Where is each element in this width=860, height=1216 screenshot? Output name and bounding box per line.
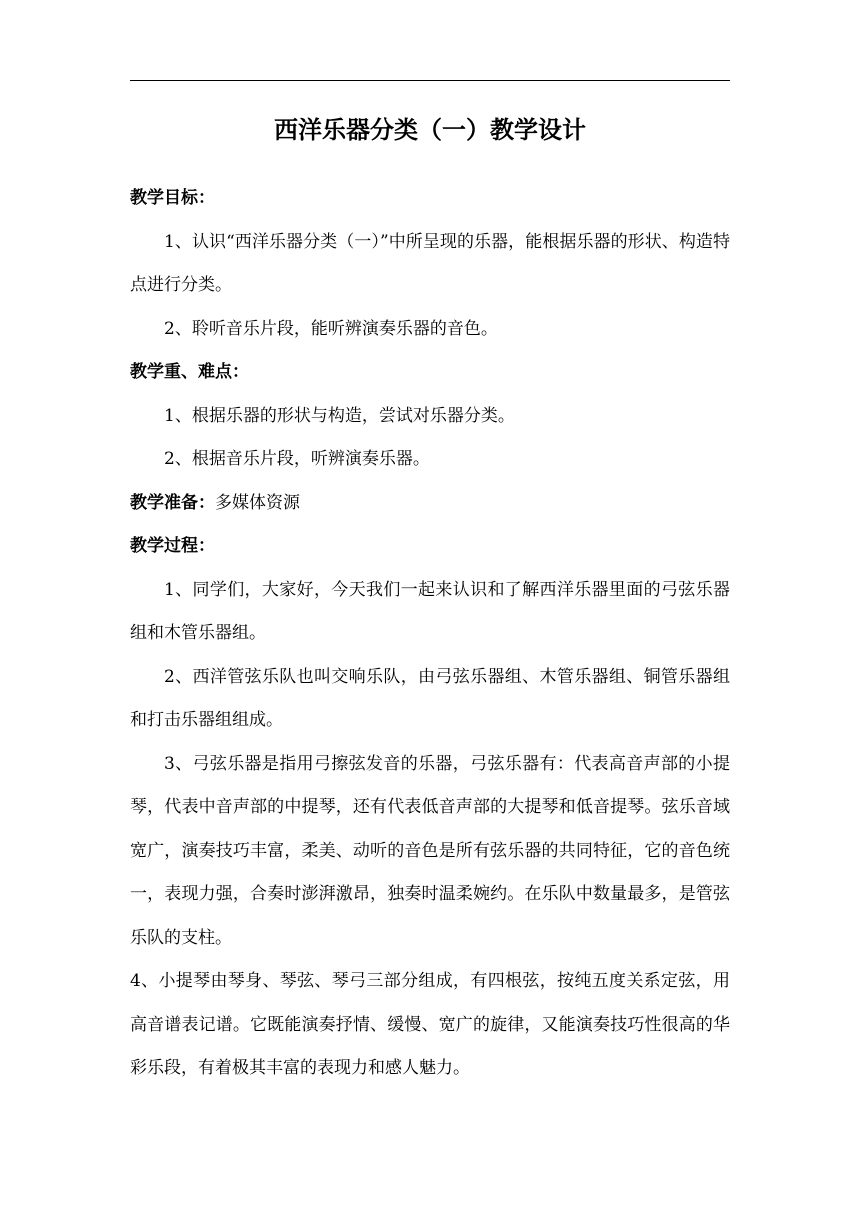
document-title: 西洋乐器分类（一）教学设计	[274, 115, 586, 144]
key-points-heading: 教学重、难点：	[130, 362, 249, 382]
process-item: 1、同学们，大家好，今天我们一起来认识和了解西洋乐器里面的弓弦乐器组和木管乐器组。	[130, 579, 730, 643]
preparation-label: 教学准备：	[130, 492, 215, 513]
objectives-heading: 教学目标：	[130, 188, 215, 208]
process-item-unindented: 4、小提琴由琴身、琴弦、琴弓三部分组成，有四根弦，按纯五度关系定弦，用高音谱表记谱。它既能演奏抒情、缓慢、宽广的旋律，又能演奏技巧性很高的华彩乐段，有着极其丰富的表现力和感人魅力。	[130, 971, 730, 1078]
preparation-value: 多媒体资源	[215, 492, 300, 513]
document-body	[130, 177, 730, 1091]
process-item: 3、弓弦乐器是指用弓擦弦发音的乐器，弓弦乐器有：代表高音声部的小提琴，代表中音声部的中提琴，还有代表低音声部的大提琴和低音提琴。弦乐音域宽广，演奏技巧丰富，柔美、动听的音色是所有弦乐器的共同特征，它的音色统一，表现力强，合奏时澎湃激昂，独奏时温柔婉约。在乐队中数量最多，是管弦乐队的支柱。	[130, 753, 730, 948]
header-rule	[130, 80, 730, 81]
key-point-item: 1、根据乐器的形状与构造，尝试对乐器分类。	[164, 405, 515, 426]
key-point-item: 2、根据音乐片段，听辨演奏乐器。	[164, 449, 430, 469]
preparation-line	[130, 482, 730, 526]
objective-item: 2、聆听音乐片段，能听辨演奏乐器的音色。	[164, 318, 498, 339]
objective-item: 1、认识“西洋乐器分类（一）”中所呈现的乐器，能根据乐器的形状、构造特点进行分类。	[130, 231, 730, 295]
process-heading: 教学过程：	[130, 536, 215, 556]
process-item: 2、西洋管弦乐队也叫交响乐队，由弓弦乐器组、木管乐器组、铜管乐器组和打击乐器组组成。	[130, 666, 730, 730]
